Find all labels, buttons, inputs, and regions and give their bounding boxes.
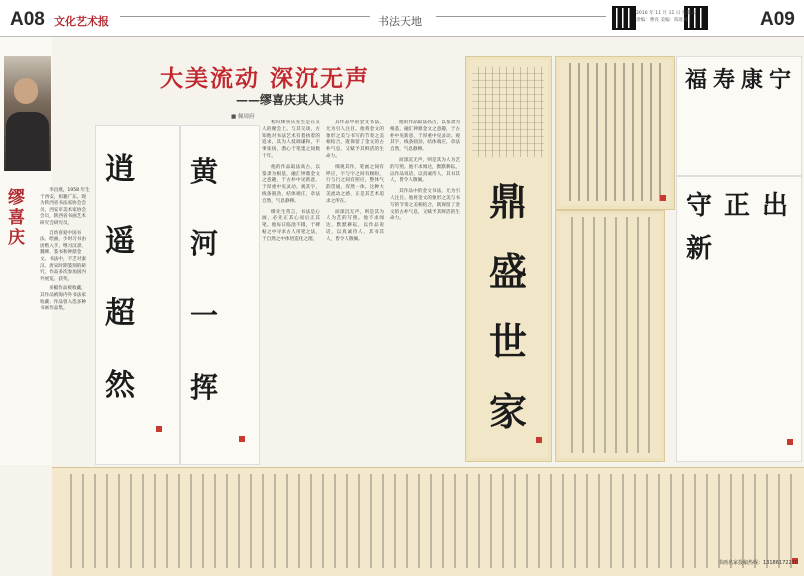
seal-stamp bbox=[156, 426, 162, 432]
seal-stamp bbox=[660, 195, 666, 201]
glyph: 逍 bbox=[105, 152, 135, 187]
artwork-scroll-6 bbox=[555, 210, 665, 462]
article-subtitle: ——缪喜庆其人其书 bbox=[236, 93, 345, 107]
header-rule-left bbox=[120, 16, 370, 17]
article-paragraph: 而深沉无声，则是其为人为艺的写照。他不求闻达，默默耕耘，以作品说话，以真诚待人，其书其人，皆令人敬佩。 bbox=[390, 157, 460, 184]
article-paragraph: 他的作品取法高古，以篆隶为根基，融汇钟鼎金文之意趣，于古朴中见新意，于厚重中见灵动。观其字，线条圆劲，结体端庄，章法自然，气息静穆。 bbox=[390, 120, 460, 153]
newspaper-name: 文化艺术报 bbox=[54, 15, 109, 28]
article-author: ■ 佩周府 bbox=[231, 114, 255, 120]
qr-code-1 bbox=[612, 6, 636, 30]
seal-stamp bbox=[536, 437, 542, 443]
artwork-scroll-5 bbox=[676, 56, 802, 176]
glyph: 正 bbox=[723, 191, 750, 221]
glyph: 挥 bbox=[189, 371, 218, 404]
glyph: 康 bbox=[740, 67, 763, 93]
article-paragraph: 缪先生常言，书法是心画，必先正其心而后正其笔。他每日临池不辍，于碑帖之中寻求古人用笔之法，于自然之中体悟造化之理。 bbox=[262, 209, 320, 242]
date-line-1: 2016 年 11 月 11 日 星期五 bbox=[636, 11, 696, 16]
glyph: 福 bbox=[684, 67, 707, 93]
handscroll-script-block bbox=[60, 474, 796, 568]
artist-photo bbox=[4, 56, 51, 171]
bottom-handscroll bbox=[52, 467, 804, 576]
glyph: 超 bbox=[105, 296, 135, 331]
article-column-2 bbox=[326, 120, 384, 460]
seal-stamp bbox=[239, 436, 245, 442]
artwork-glyph-grid bbox=[683, 185, 795, 265]
artwork-glyph-column bbox=[189, 136, 219, 424]
artwork-glyph-grid bbox=[683, 63, 795, 94]
page-header bbox=[0, 0, 804, 37]
seal-stamp bbox=[787, 439, 793, 445]
glyph: 世 bbox=[488, 319, 527, 364]
artwork-scroll-7 bbox=[676, 176, 802, 462]
photo-jacket bbox=[6, 112, 49, 171]
article-column-1 bbox=[262, 120, 320, 460]
artist-bio bbox=[40, 188, 90, 316]
glyph: 新 bbox=[685, 234, 712, 264]
artwork-scroll-1 bbox=[95, 125, 180, 465]
glyph: 然 bbox=[105, 368, 135, 403]
dense-script-block bbox=[562, 63, 666, 201]
glyph: 黄 bbox=[189, 155, 218, 188]
footer-contact: 书画名家投稿热线：13186172270 bbox=[718, 560, 798, 566]
artist-name: 缪喜庆 bbox=[8, 188, 25, 248]
page-number-right: A09 bbox=[760, 9, 795, 30]
glyph: 一 bbox=[189, 299, 218, 332]
glyph: 出 bbox=[761, 191, 788, 221]
dense-script-block bbox=[562, 217, 658, 453]
page-number-left: A08 bbox=[10, 9, 45, 30]
photo-face bbox=[14, 78, 38, 104]
article-paragraph: 他的作品取法高古，以篆隶为根基，融汇钟鼎金文之意趣，于古朴中见新意，于厚重中见灵动。观其字，线条圆劲，结体端庄，章法自然，气息静穆。 bbox=[262, 164, 320, 204]
artwork-scroll-3 bbox=[465, 56, 552, 462]
section-title: 书法天地 bbox=[378, 15, 422, 28]
article-paragraph: 其作品中的金文书法，尤为引人注目。他将金文的象形之美与书写的节奏之美相结合，既保留了金文的古朴气息，又赋予其鲜活的生命力。 bbox=[390, 189, 460, 222]
glyph: 寿 bbox=[712, 67, 735, 93]
article-column-3 bbox=[390, 120, 460, 460]
article-paragraph: 初识缪喜庆先生是在友人的聚会上。与其交谈，方知他对书法艺术有着执着的追求，其为人低调谦和，不事张扬，潜心于笔墨之间数十年。 bbox=[262, 120, 320, 159]
glyph: 守 bbox=[685, 191, 712, 221]
artwork-scroll-2 bbox=[180, 125, 260, 465]
glyph: 河 bbox=[189, 227, 218, 260]
glyph: 盛 bbox=[488, 249, 527, 294]
bio-paragraph: 李昌燕，1958 年生于西安，祖籍广东。现为陕西省书法家协会会员，西安市美术家协会会员，陕西省书画艺术研究会研究员。 bbox=[40, 188, 90, 226]
glyph: 遥 bbox=[105, 224, 135, 259]
glyph: 宁 bbox=[768, 67, 791, 93]
artwork-glyph-column bbox=[478, 167, 538, 447]
header-rule-right bbox=[436, 16, 606, 17]
article-paragraph: 其作品中的金文书法，尤为引人注目。他将金文的象形之美与书写的节奏之美相结合，既保留了金文的古朴气息，又赋予其鲜活的生命力。 bbox=[326, 120, 384, 159]
article-paragraph: 而深沉无声，则是其为人为艺的写照。他不求闻达，默默耕耘，以作品说话，以真诚待人，其书其人，皆令人敬佩。 bbox=[326, 209, 384, 242]
bio-paragraph: 自幼喜爱中国书法、绘画，少时习书由唐楷入手，继习汉隶、魏碑、篆书和钟鼎金文。书法中，不乏对秦汉、唐宋时期篆刻的研究，作品多次参加国内外展览、获奖。 bbox=[40, 230, 86, 282]
small-script-block bbox=[472, 67, 544, 157]
date-line-2: 责编：曹亮 美编：陈旺辉 bbox=[636, 17, 688, 23]
article-paragraph: 细观其作，笔画之间有呼应，字与字之间有顾盼，行与行之间有照应，整体气韵贯通，浑然一体。这种大美流动之感，正是其艺术追求之所在。 bbox=[326, 164, 384, 204]
artwork-scroll-4 bbox=[555, 56, 675, 210]
issue-date bbox=[636, 11, 696, 24]
artwork-glyph-column bbox=[104, 134, 136, 422]
glyph: 鼎 bbox=[488, 179, 527, 224]
article-title: 大美流动 深沉无声 bbox=[160, 65, 371, 92]
bio-paragraph: 多幅作品被收藏，其作品被海内外书法家收藏；作品曾入选多种书画作品集。 bbox=[40, 286, 86, 312]
glyph: 家 bbox=[488, 389, 527, 434]
